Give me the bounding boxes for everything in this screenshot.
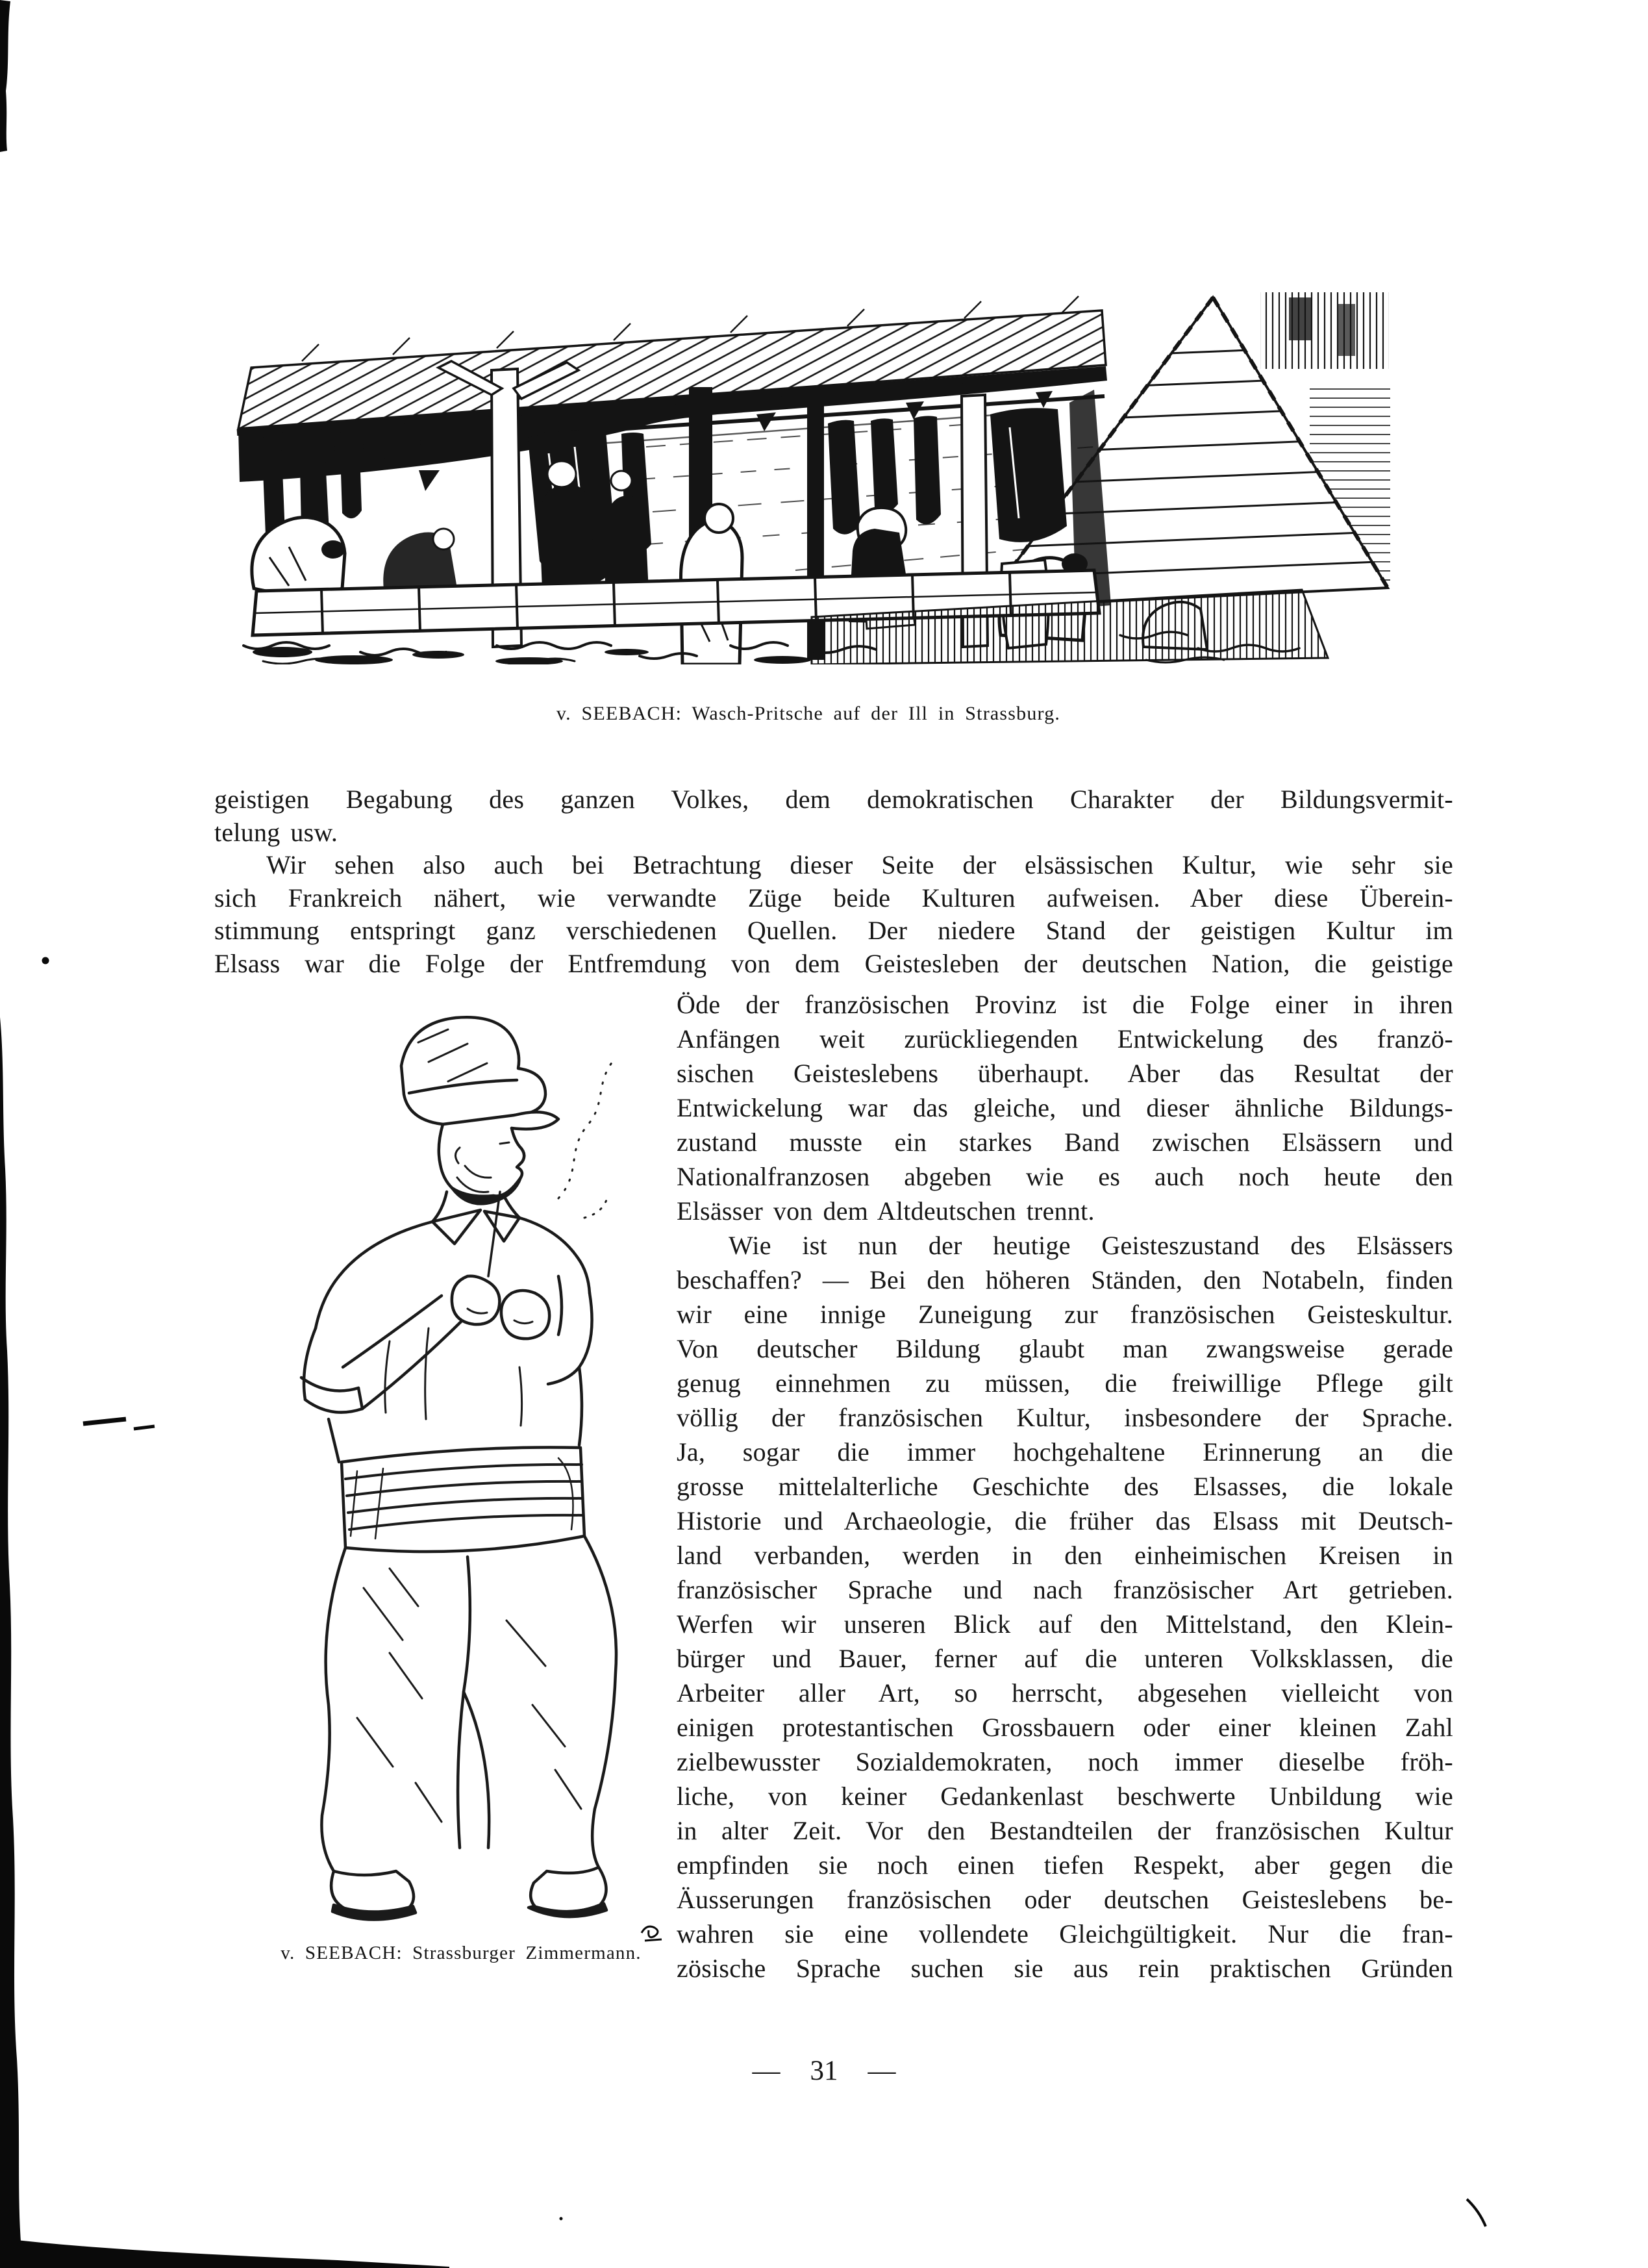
text-line: liche, von keiner Gedankenlast beschwerte Unbildung wie (677, 1782, 1453, 1811)
text-line: Werfen wir unseren Blick auf den Mittelstand, den Klein- (677, 1609, 1453, 1639)
text-line: genug einnehmen zu müssen, die freiwillige Pflege gilt (677, 1368, 1453, 1398)
margin-dash (83, 1419, 126, 1424)
text-line: telung usw. (214, 817, 338, 847)
right-hand (501, 1291, 549, 1339)
margin-dash-small (134, 1426, 155, 1429)
text-line: zielbewusster Sozialdemokraten, noch immer dieselbe fröh- (677, 1747, 1453, 1776)
text-line: grosse mittelalterliche Geschichte des Elsasses, die lokale (677, 1472, 1453, 1501)
cap (401, 1017, 545, 1124)
stray-pen-stroke (1467, 2199, 1486, 2226)
text-line: französischer Sprache und nach französischer Art getrieben. (677, 1575, 1453, 1604)
text-line: Historie und Archaeologie, die früher das Elsass mit Deutsch- (677, 1506, 1453, 1535)
text-line: Anfängen weit zurückliegenden Entwickelung des franzö- (677, 1024, 1453, 1053)
rolled-sleeve (301, 1378, 362, 1413)
page-number (0, 2055, 1648, 2087)
paragraph-column (677, 987, 1453, 1985)
text-line: zustand musste ein starkes Band zwischen Elsässern und (677, 1128, 1453, 1157)
text-line: Öde der französischen Provinz ist die Folge einer in ihren (677, 990, 1453, 1019)
text-line: beschaffen? — Bei den höheren Ständen, den Notabeln, finden (677, 1265, 1453, 1294)
text-line: Von deutscher Bildung glaubt man zwangsweise gerade (677, 1334, 1453, 1363)
text-line: Elsässer von dem Altdeutschen trennt. (677, 1196, 1095, 1226)
text-line: stimmung entspringt ganz verschiedenen Quellen. Der niedere Stand der geistigen Kultur im (214, 916, 1453, 945)
cap-visor (512, 1112, 558, 1129)
text-line: in alter Zeit. Vor den Bestandteilen der französischen Kultur (677, 1816, 1453, 1845)
text-line: Entwickelung war das gleiche, und dieser ähnliche Bildungs- (677, 1093, 1453, 1122)
text-line: empfinden sie noch einen tiefen Respekt, aber gegen die (677, 1850, 1453, 1880)
text-line: Arbeiter aller Art, so herrscht, abgesehen vielleicht von (677, 1678, 1453, 1707)
paragraph-full-width (214, 783, 1453, 980)
page-number-value: 31 (810, 2056, 838, 2086)
trousers (321, 1548, 345, 1871)
face-outline (439, 1124, 452, 1188)
text-line: völlig der französischen Kultur, insbesondere der Sprache. (677, 1403, 1453, 1432)
text-line: Äusserungen französischen oder deutschen Geisteslebens be- (677, 1885, 1453, 1914)
text-line: bürger und Bauer, ferner auf die unteren Volksklassen, die (677, 1644, 1453, 1673)
beard (452, 1178, 521, 1203)
text-line: wir eine innige Zuneigung zur französischen Geisteskultur. (677, 1300, 1453, 1329)
text-line: zösische Sprache suchen sie aus rein praktischen Gründen (677, 1954, 1453, 1983)
carpenter-illustration (195, 1003, 675, 1932)
text-line: Elsass war die Folge der Entfremdung von dem Geistesleben der deutschen Nation, die geistige (214, 948, 1453, 978)
page-number-dash-left: — (752, 2056, 780, 2086)
left-hand (452, 1276, 500, 1324)
right-shoe (531, 1867, 606, 1912)
text-line: wahren sie eine vollendete Gleichgültigkeit. Nur die fran- (677, 1919, 1453, 1948)
text-line: Nationalfranzosen abgeben wie es auch noch heute den (677, 1162, 1453, 1191)
page-number-dash-right: — (868, 2056, 896, 2086)
text-line: Ja, sogar die immer hochgehaltene Erinnerung an die (677, 1437, 1453, 1467)
text-line: land verbanden, werden in den einheimischen Kreisen in (677, 1541, 1453, 1570)
smoke-wisp (558, 1058, 616, 1198)
text-line: geistigen Begabung des ganzen Volkes, dem demokratischen Charakter der Bildungsvermit- (214, 785, 1453, 814)
text-line: Wir sehen also auch bei Betrachtung dieser Seite der elsässischen Kultur, wie sehr sie (266, 850, 1453, 879)
text-line: einigen protestantischen Grossbauern oder einer kleinen Zahl (677, 1713, 1453, 1742)
text-line: Wie ist nun der heutige Geisteszustand des Elsässers (729, 1231, 1453, 1260)
top-illustration-caption: v. SEEBACH: Wasch-Pritsche auf der Ill in Strassburg. (556, 703, 1061, 724)
washhouse-illustration (224, 284, 1393, 664)
left-illustration-caption: v. SEEBACH: Strassburger Zimmermann. (281, 1943, 642, 1963)
text-line: sich Frankreich nähert, wie verwandte Züge beide Kulturen aufweisen. Aber diese Überein- (214, 883, 1453, 913)
text-line: sischen Geisteslebens überhaupt. Aber das Resultat der (677, 1059, 1453, 1088)
foliage-sketch (1260, 292, 1389, 369)
ink-speck (42, 957, 49, 964)
